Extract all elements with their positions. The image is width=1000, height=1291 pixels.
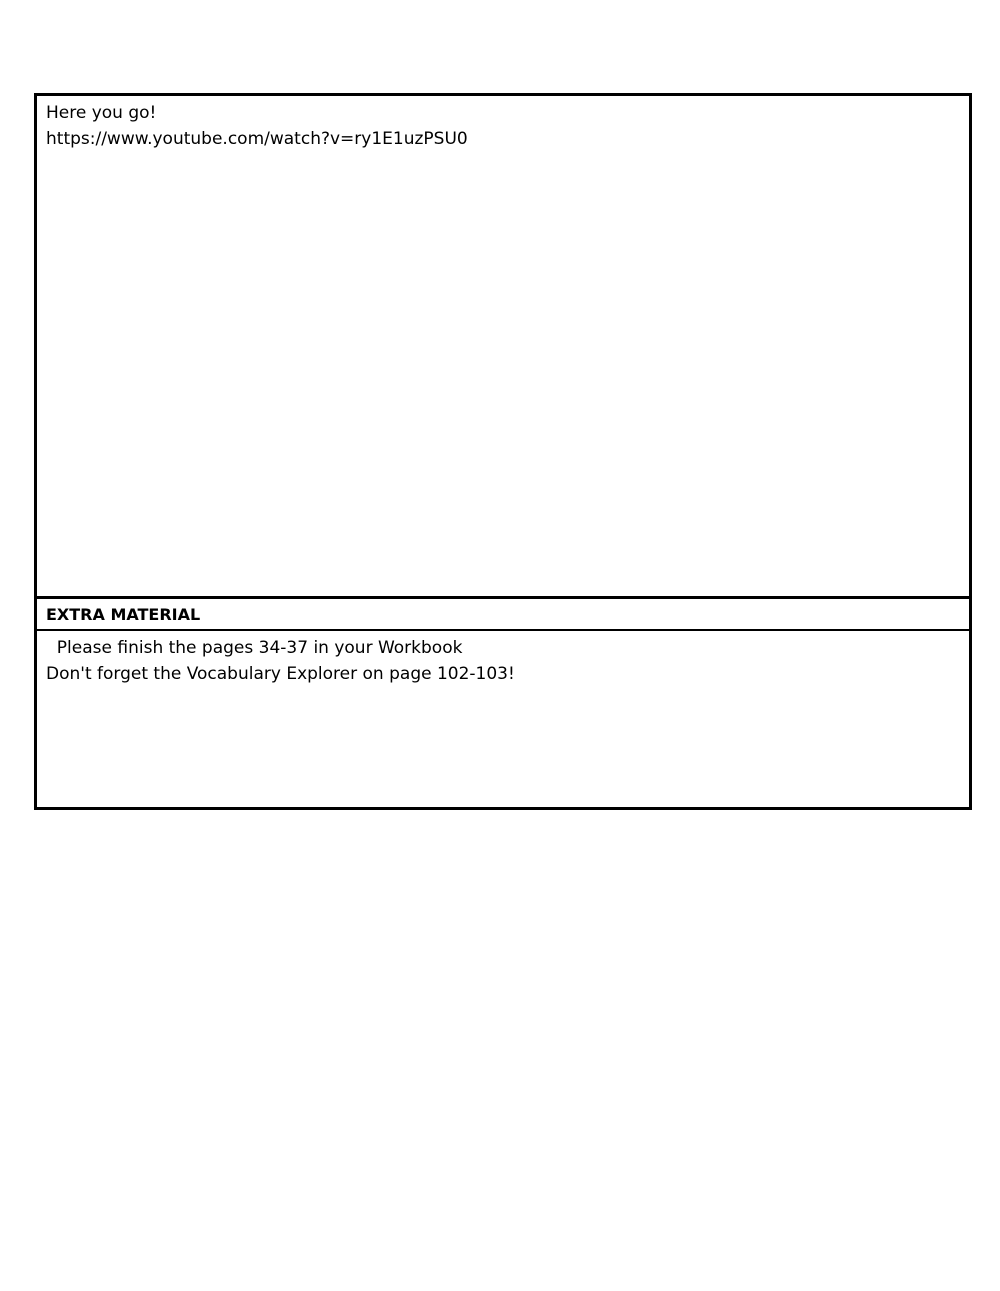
video-link[interactable]: https://www.youtube.com/watch?v=ry1E1uzPSU0 bbox=[46, 129, 468, 149]
vocabulary-reminder: Don't forget the Vocabulary Explorer on page 102-103! bbox=[46, 664, 515, 684]
extra-material-cell bbox=[37, 631, 969, 807]
workbook-instruction: Please finish the pages 34-37 in your Workbook bbox=[46, 638, 463, 658]
link-cell bbox=[37, 96, 969, 599]
intro-text: Here you go! bbox=[46, 103, 157, 123]
worksheet-table bbox=[34, 93, 972, 810]
extra-material-heading: EXTRA MATERIAL bbox=[46, 605, 201, 624]
extra-material-header-cell bbox=[37, 599, 969, 631]
